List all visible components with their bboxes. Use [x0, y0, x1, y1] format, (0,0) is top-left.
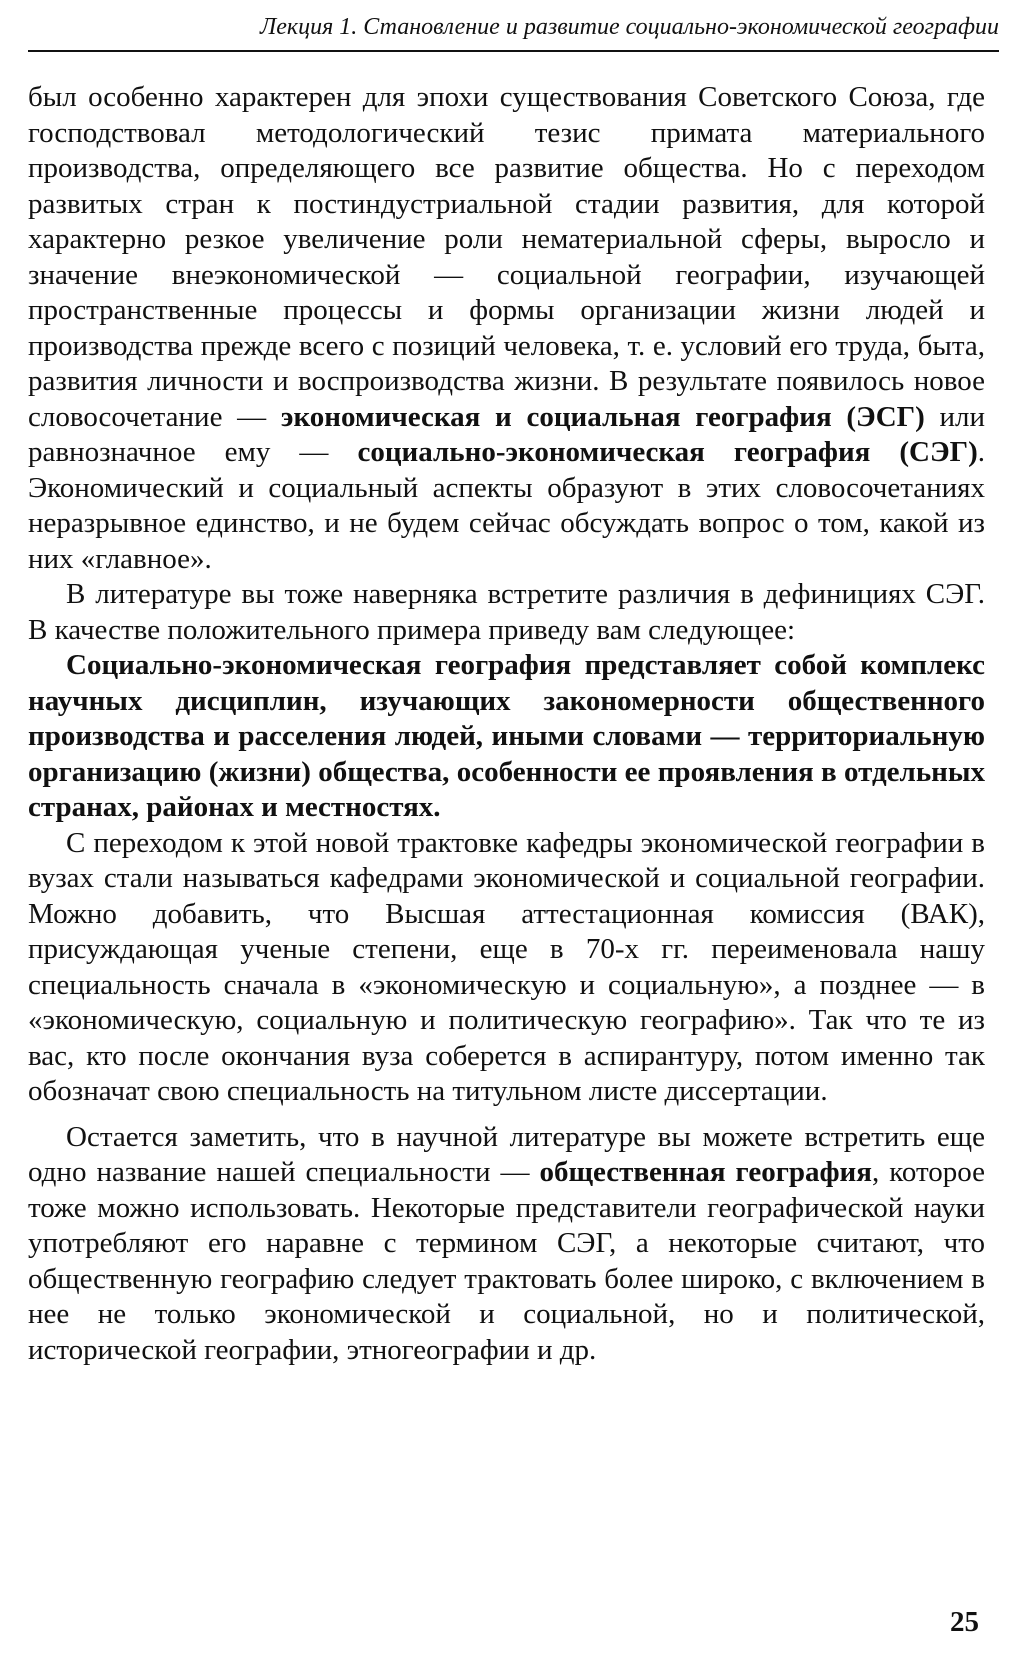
definition-text: Социально-экономическая география представляет собой комплекс научных дисциплин, изучающих закономерности общественного производства и расселения людей, иными словами — территориальную организацию (жизни) общества, особенности ее проявления в отдельных странах, районах и местностях.: [28, 649, 985, 823]
paragraph-1-text-2: или равнозначное ему —: [28, 400, 985, 468]
paragraph-2: В литературе вы тоже наверняка встретите различия в дефинициях СЭГ. В качестве положительного примера приведу вам следующее:: [28, 578, 985, 646]
paragraph-4: С переходом к этой новой трактовке кафедры экономической географии в вузах стали называться кафедрами экономической и социальной географии. Можно добавить, что Высшая аттестационная комиссия (ВАК), присуждающая ученые степени, еще в 70-х гг. переименовала нашу специальность сначала в «экономическую и социальную», а позднее — в «экономическую, социальную и политическую географию». Так что те из вас, кто после окончания вуза соберется в аспирантуру, потом именно так обозначат свою специальность на титульном листе диссертации.: [28, 826, 985, 1107]
definition-paragraph: [28, 648, 985, 826]
running-header: Лекция 1. Становление и развитие социально-экономической географии: [259, 14, 999, 40]
term-seg: социально-экономическая география (СЭГ): [357, 436, 978, 468]
term-esg: экономическая и социальная география (ЭСГ): [280, 400, 925, 433]
paragraph-1-text-1: был особенно характерен для эпохи существования Советского Союза, где господствовал методологический тезис примата материального производства, определяющего все развитие общества. Но с переходом развитых стран к постиндустриальной стадии развития, для которой характерно резкое увеличение роли нематериальной сферы, выросло и значение внеэкономической — социальной географии, изучающей пространственные процессы и формы организации жизни людей и производства прежде всего с позиций человека, т. е. условий его труда, быта, развития личности и воспроизводства жизни. В результате появилось новое словосочетание —: [28, 81, 985, 433]
header-rule: [28, 50, 999, 52]
paragraph-1: [28, 80, 985, 577]
body-text: [28, 80, 985, 1368]
term-social-geography: общественная география: [539, 1156, 872, 1188]
paragraph-5: [28, 1120, 985, 1369]
paragraph-5-text-2: , которое тоже можно использовать. Некоторые представители географической науки употребляют его наравне с термином СЭГ, а некоторые считают, что общественную географию следует трактовать более широко, с включением в нее не только экономической и социальной, но и политической, исторической географии, этногеографии и др.: [28, 1156, 985, 1366]
page-number: 25: [950, 1606, 979, 1638]
paragraph-5-text-1: Остается заметить, что в научной литературе вы можете встретить еще одно название нашей специальности —: [28, 1120, 985, 1188]
paragraph-1-text-3: . Экономический и социальный аспекты образуют в этих словосочетаниях неразрывное единство, и не будем сейчас обсуждать вопрос о том, какой из них «главное».: [28, 436, 986, 575]
